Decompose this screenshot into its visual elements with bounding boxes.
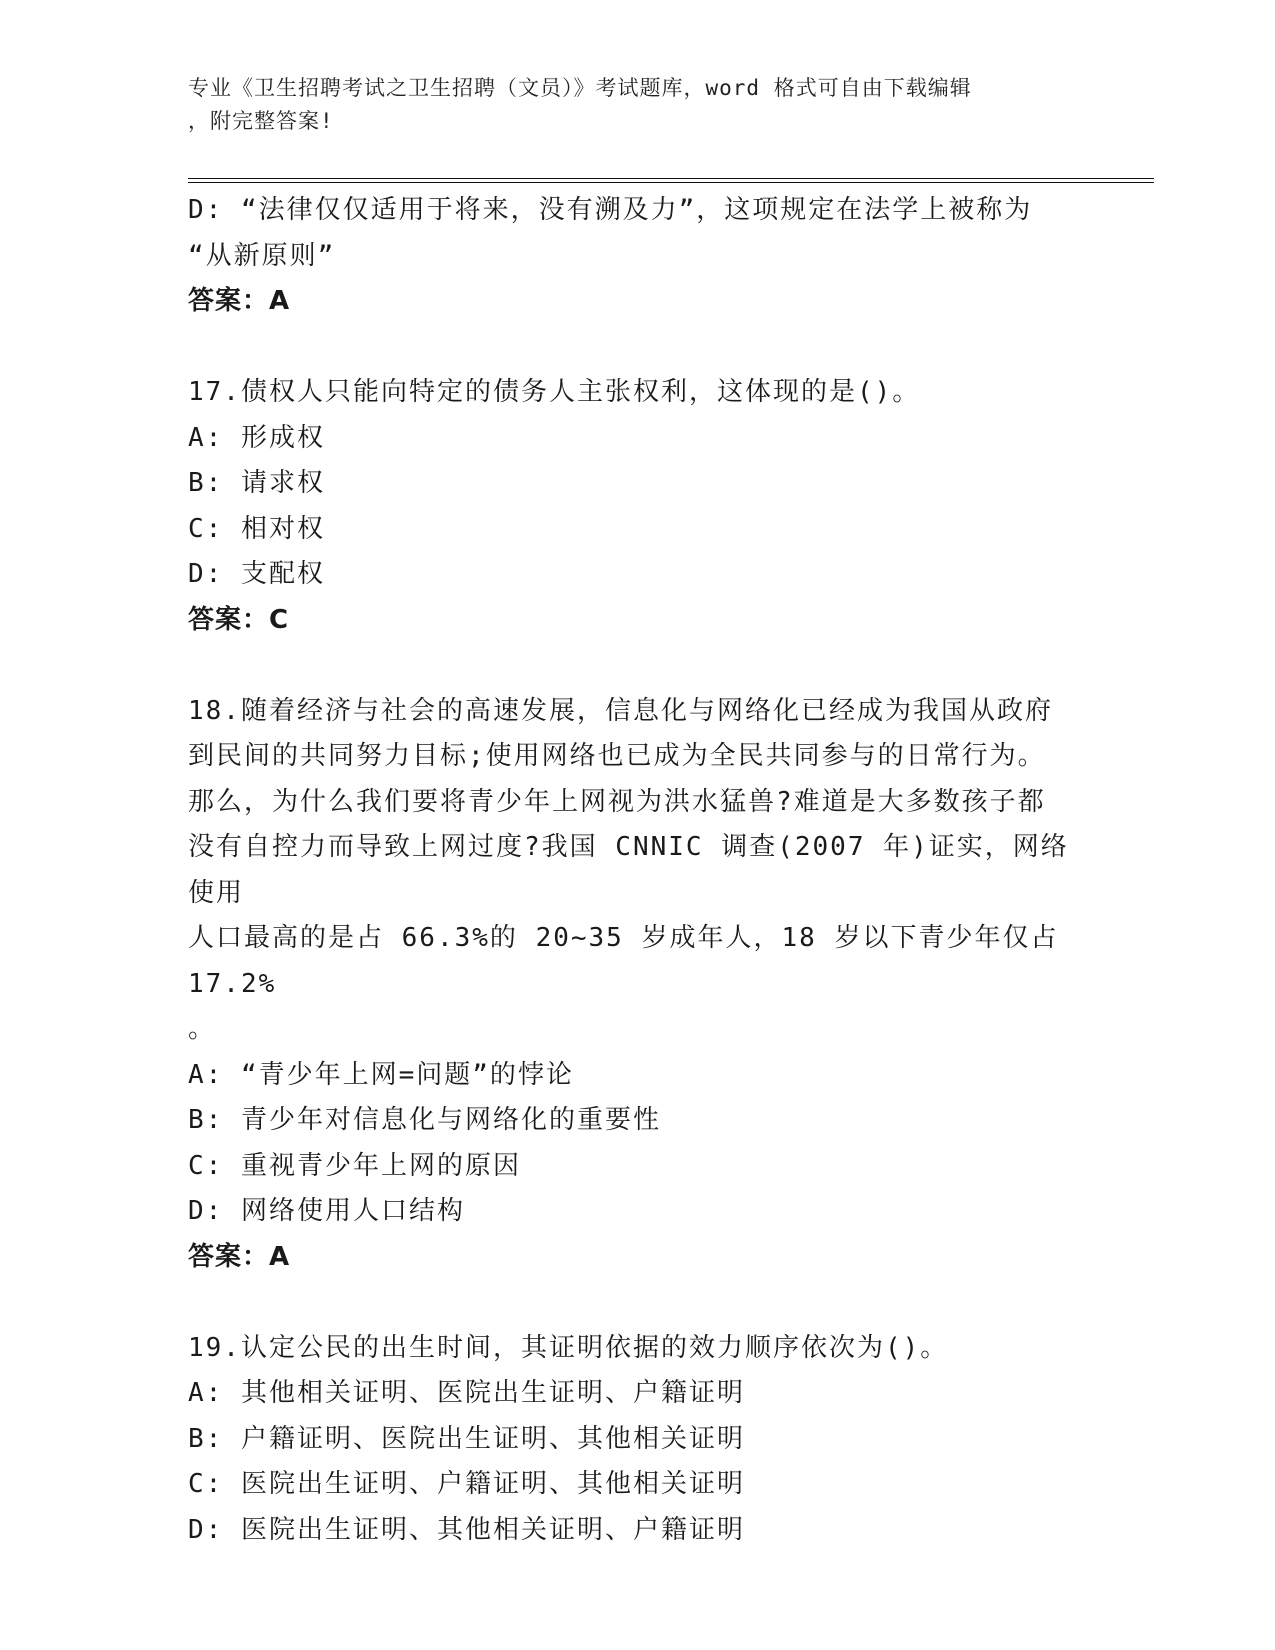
- question-stem-line-4: 没有自控力而导致上网过度?我国 CNNIC 调查(2007 年)证实，网络使用: [188, 832, 1069, 908]
- spacer: [188, 643, 1088, 689]
- spacer: [188, 325, 1088, 371]
- answer-label: 答案：C: [188, 604, 290, 635]
- option-c: C: 医院出生证明、户籍证明、其他相关证明: [188, 1469, 745, 1499]
- option-d-line-1: D: “法律仅仅适用于将来，没有溯及力”，这项规定在法学上被称为: [188, 195, 1033, 225]
- question-stem: 19.认定公民的出生时间，其证明依据的效力顺序依次为()。: [188, 1332, 949, 1363]
- question-stem-line-6: 。: [188, 1014, 217, 1044]
- question-stem: 17.债权人只能向特定的债务人主张权利，这体现的是()。: [188, 377, 921, 407]
- option-b: B: 户籍证明、医院出生证明、其他相关证明: [188, 1423, 745, 1454]
- answer-label: 答案：A: [188, 286, 291, 316]
- question-stem-line-5: 人口最高的是占 66.3%的 20~35 岁成年人，18 岁以下青少年仅占 17.2%: [188, 923, 1077, 999]
- header-line-1: 专业《卫生招聘考试之卫生招聘（文员）》考试题库，word 格式可自由下载编辑: [188, 76, 972, 100]
- spacer: [188, 1280, 1088, 1326]
- question-stem-line-1: 18.随着经济与社会的高速发展，信息化与网络化已经成为我国从政府: [188, 695, 1053, 726]
- question-stem-line-3: 那么，为什么我们要将青少年上网视为洪水猛兽?难道是大多数孩子都: [188, 786, 1046, 817]
- option-d: D: 网络使用人口结构: [188, 1196, 465, 1226]
- option-b: B: 青少年对信息化与网络化的重要性: [188, 1105, 661, 1135]
- option-d: D: 医院出生证明、其他相关证明、户籍证明: [188, 1514, 745, 1545]
- option-c: C: 重视青少年上网的原因: [188, 1150, 521, 1181]
- question-19: [188, 1326, 1088, 1554]
- option-a: A: “青少年上网=问题”的悖论: [188, 1059, 574, 1090]
- option-d: D: 支配权: [188, 559, 325, 589]
- document-body: [188, 188, 1088, 1553]
- option-b: B: 请求权: [188, 468, 325, 498]
- answer-label: 答案：A: [188, 1241, 291, 1272]
- document-header: [188, 72, 1068, 138]
- question-18: [188, 689, 1088, 1281]
- question-17: [188, 370, 1088, 643]
- option-c: C: 相对权: [188, 513, 325, 544]
- header-divider: [188, 178, 1154, 183]
- question-16-tail: [188, 188, 1088, 325]
- option-d-line-2: “从新原则”: [188, 240, 336, 271]
- option-a: A: 形成权: [188, 422, 325, 453]
- header-line-2: ，附完整答案!: [188, 109, 334, 133]
- question-stem-line-2: 到民间的共同努力目标;使用网络也已成为全民共同参与的日常行为。: [188, 741, 1046, 771]
- option-a: A: 其他相关证明、医院出生证明、户籍证明: [188, 1378, 745, 1408]
